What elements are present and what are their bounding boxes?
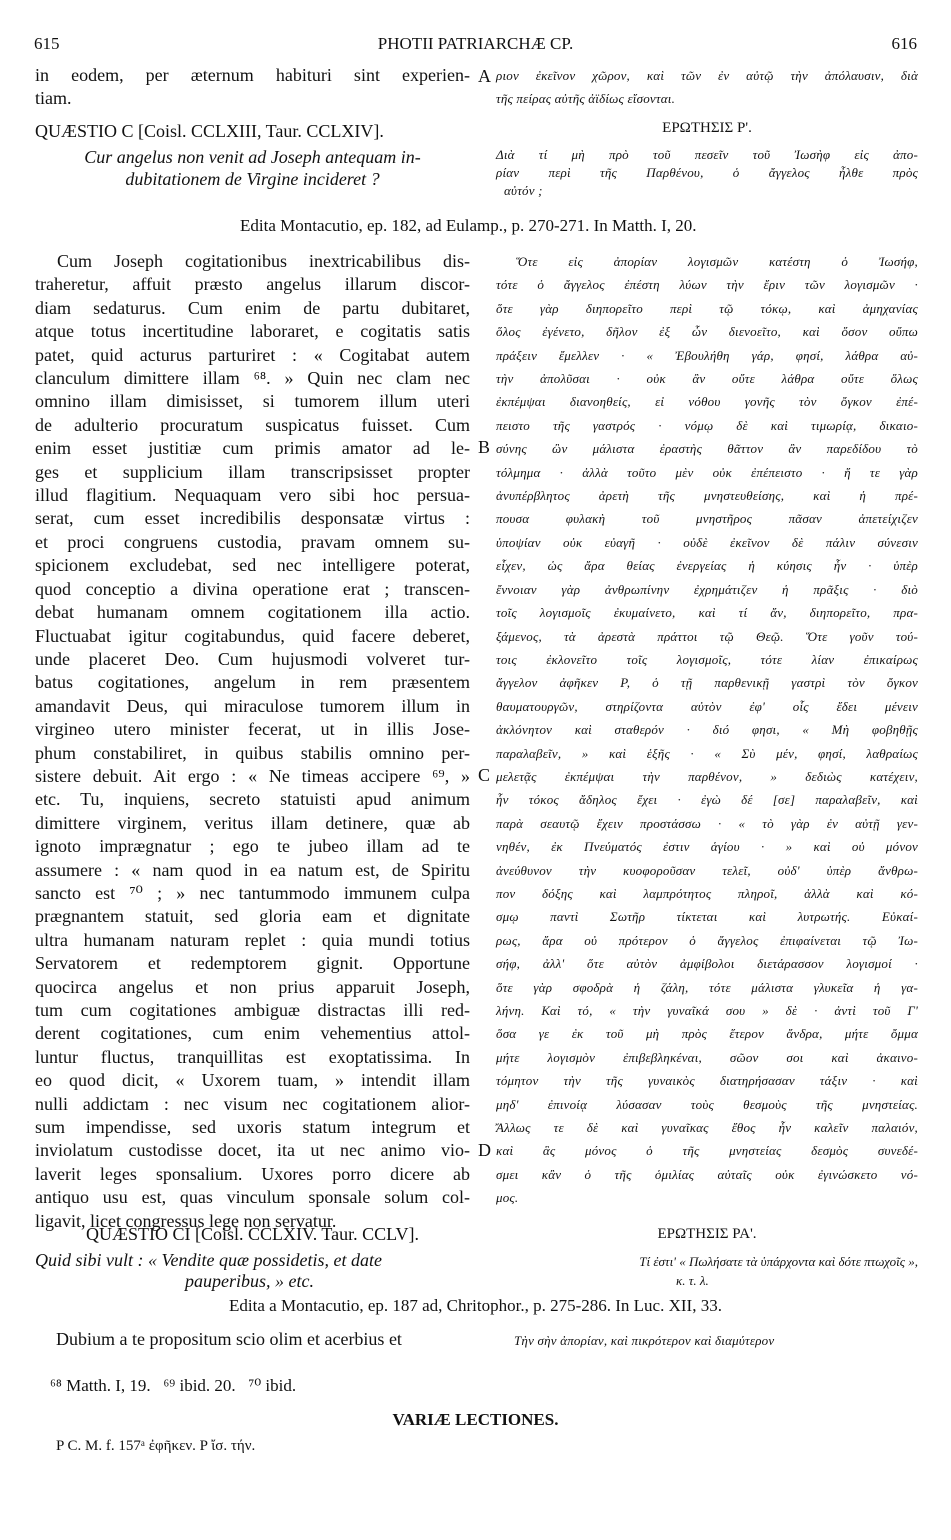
greek-line: Ὅτε εἰς ἀπορίαν λογισμῶν κατέστη ὁ Ἰωσήφ, [516,254,918,269]
latin-line: laverit leges sponsalium. Uxores porro dicere ab [35,1163,470,1184]
latin-line: sancto est ⁷⁰ ; » nec tantummodo immunem culpa [35,882,470,903]
subtitle-line: Τί ἐστι' « Πωλήσατε τὰ ὑπάρχοντα καὶ δότε πτωχοῖς », [639,1254,918,1269]
latin-line: unde placeret Deo. Cum hujusmodi volveret tur- [35,648,470,669]
latin-line: sum impendisse, sed uxoris statum integrum et [35,1117,470,1138]
subtitle-line: Διὰ τί μὴ πρὸ τοῦ πεσεῖν τοῦ Ἰωσὴφ εἰς ἀπο- [496,147,918,162]
latin-line: ges et supplicium illam transcripsisset propter [35,461,470,482]
greek-line: καὶ ἃς μόνος ὁ τῆς μνηστείας δεσμὸς συνεδέ- [496,1143,918,1159]
greek-line: παρὰ σεαυτῷ ἔχειν προστάσσω · « τὸ γὰρ ἐν αὐτῇ γεν- [496,815,918,831]
latin-line: ligavit, licet congressus lege non servatur. [35,1210,337,1231]
greek-line: ὅλος ἐγένετο, δῆλον ἐξ ὧν διενοεῖτο, καὶ ὅσον οὔπω [496,324,918,340]
greek-line: ριον ἐκεῖνον χῶρον, καὶ τῶν ἐν αὐτῷ τὴν ἀπόλαυσιν, διὰ [496,68,918,83]
left-page-number: 615 [34,34,60,53]
question-101-latin-subtitle [35,1250,470,1292]
margin-letter-b: B [478,437,491,457]
margin-letter-c: C [478,765,491,785]
latin-line: virgineo utero minister fecerat, ut in illis Jose- [35,719,470,740]
greek-line: πον δόξης καὶ λαμπρότητος πληροῖ, ἀλλὰ καὶ κό- [496,885,918,901]
greek-line: πουσα φυλακὴ τοῦ μνηστῆρος πᾶσαν ἀπετείχιζεν [496,511,918,527]
running-title: PHOTII PATRIARCHÆ CP. [377,34,574,53]
latin-line: omnino illam dimisisset, si tumorem illum uteri [35,391,470,412]
greek-line: τότε ὁ ἄγγελος ἐπέστη λύων τὴν ἔριν τῶν λογισμῶν · [496,277,918,293]
greek-line: τοις ἐκλονεῖτο τοῖς λογισμοῖς, τότε λίαν ἐπικαίρως [496,651,918,667]
greek-line: Ἄλλως τε δὲ καὶ γυναῖκας ἔθος ἦν καλεῖν παλαιόν, [496,1120,918,1136]
greek-line: τόμητον τὴν τῆς γυναικὸς διατηρήσασαν τάξιν · καὶ [496,1073,918,1089]
latin-line: ignoto imprægnatur ; ego te jubeo illam ad te [35,836,470,857]
latin-line: atque totus incertitudine laboraret, e cogitatis satis [35,321,470,342]
greek-line: τόλμημα · ἀλλὰ τοῦτο μὲν οὐκ ἐπέπειστο · ἥ τε γὰρ [496,464,918,480]
right-page-number: 616 [891,34,917,53]
latin-line: dimittere virginem, veritus illam detinere, quæ ab [35,812,470,833]
greek-line: ἄγγελον ἀφῆκεν P, ὁ τῇ παρθενικῇ γαστρὶ τὸν ὄγκον [496,675,918,691]
question-100-latin-title: QUÆSTIO C [Coisl. CCLXIII, Taur. CCLXIV]. [35,121,384,141]
greek-line: ὑποψίαν οὐκ εὐαγῆ · οὐδὲ ἐκεῖνον δὲ πάλιν σύνεσιν [496,534,918,550]
greek-line: εἶχεν, ὡς ἄρα θείας ἐνεργείας ἡ κύησις ἦν · ὑπὲρ [496,558,918,574]
greek-line: παραλαβεῖν, » καὶ ἑξῆς · « Σὺ μέν, φησί, λαθραίως [496,745,918,761]
latin-line: quod conceptio a divina operatione erat ; transcen- [35,578,470,599]
latin-line: antiquo usu est, quas vinculum sponsale solum col- [35,1187,470,1208]
greek-line: σμῳ παντὶ Σωτῆρ τίκτεται καὶ λυτρωτής. Εὐκαί- [496,909,918,925]
latin-line: enim esset justitiæ cum primis amator ad le- [35,438,470,459]
greek-line: ἐκπέμψαι διανοηθείς, εἰ νόθου γονῆς τὸν ὄγκον ἐπέ- [496,394,918,410]
question-101-greek-title: ΕΡΩΤΗΣΙΣ ΡΑ'. [657,1226,757,1242]
latin-line: spicionem excludebat, sed nec intelligere poterat, [35,555,470,576]
margin-letter-a: A [478,66,491,86]
greek-line: ὅσα γε ἐκ τοῦ μὴ πρὸς ἕτερον ἄνδρα, μήτε ὄμμα [496,1026,918,1042]
latin-line: eo quod dicit, « Uxorem tuam, » intendit illam [35,1070,470,1091]
variae-lectiones-title: VARIÆ LECTIONES. [392,1410,559,1429]
question-101-source: Edita a Montacutio, ep. 187 ad, Chritophor., p. 275-286. In Luc. XII, 33. [229,1296,722,1315]
subtitle-line: dubitationem de Virgine incideret ? [125,169,380,189]
question-101-greek-subtitle [496,1252,918,1290]
latin-line: Servatorem et redemptorem gignit. Opportune [35,953,470,974]
greek-line: μήτε λογισμὸν ἐπιβεβληκέναι, σῶον σοι καὶ ἀκαινο- [496,1049,918,1065]
latin-line: traheretur, affuit præsto angelus illarum discor- [35,274,470,295]
latin-line: patet, quid acturus parturiret : « Cogitabat autem [35,344,470,365]
latin-line: debat humanam omnem cogitationem illa actio. [35,602,470,623]
subtitle-line: αὐτόν ; [504,183,543,198]
greek-line: πειστο τῆς γαστρός · νόμῳ δὲ καὶ τιμωρίᾳ, δικαιο- [496,417,918,433]
greek-line: μηδ' ἐπινοίᾳ λύσασαν τοὺς θεσμοὺς τῆς μνηστείας. [496,1096,918,1112]
latin-line: sistere debuit. Ait ergo : « Ne timeas accipere ⁶⁹, » [35,765,470,786]
greek-line: ὅτε γὰρ διηπορεῖτο περὶ τῷ τόκῳ, καὶ ἀμηχανίας [496,300,918,316]
question-101-latin-opening: Dubium a te propositum scio olim et acerbius et [56,1329,402,1349]
greek-line: λήνη. Καὶ τό, « τὴν γυναῖκά σου » δὲ · ἀντὶ τοῦ Γ' [496,1003,918,1018]
greek-body [496,250,918,1210]
latin-line: quocirca angelus et non prius apparuit Joseph, [35,976,470,997]
latin-line: assumere : « nam quod in ea natum est, de Spiritu [35,859,470,880]
greek-line: ἀνεύθυνον τὴν κυοφοροῦσαν τελεῖ, οὐδ' ὑπὲρ ἄνθρω- [496,862,918,878]
greek-line: ἀνυπέρβλητος ἀρετὴ τῆς μνηστευθείσης, καὶ ἡ πρέ- [496,488,918,504]
latin-line: diam sedaturus. Cum enim de partu dubitaret, [35,297,470,318]
greek-column-top [496,64,918,111]
variae-lectiones-text: P C. M. f. 157ᵃ ἐφῆκεν. P ἴσ. τήν. [56,1438,256,1454]
subtitle-line: pauperibus, » etc. [185,1271,314,1291]
footnotes: ⁶⁸ Matth. I, 19. ⁶⁹ ibid. 20. ⁷⁰ ibid. [50,1376,297,1395]
question-100-greek-title: ΕΡΩΤΗΣΙΣ Ρ'. [662,120,752,136]
latin-line: tiam. [35,88,72,109]
latin-body [35,250,470,1233]
latin-line: nulli addictam : nec visum nec cogitationem alior- [35,1093,470,1114]
question-101-latin-title: QUÆSTIO CI [Coisl. CCLXIV. Taur. CCLV]. [86,1224,419,1244]
greek-line: νηθέν, ἐκ Πνεύματός ἐστιν ἁγίου · » καὶ οὐ μόνον [496,839,918,855]
question-100-greek-subtitle [496,146,918,200]
latin-line: inviolatum custodisse docet, ita ut nec animo vio- [35,1140,470,1161]
latin-line: phum constabiliret, in quibus stabilis omnino per- [35,742,470,763]
latin-column-top [35,64,470,111]
latin-line: Fluctuabat igitur cogitabundus, quid facere deberet, [35,625,470,646]
greek-line: ρως, ἄρα οὐ πρότερον ὁ ἄγγελος ἐπιφαίνεται τῷ Ἰω- [496,932,918,948]
question-100-source: Edita Montacutio, ep. 182, ad Eulamp., p. 270-271. In Matth. I, 20. [240,216,697,235]
latin-line: de adulterio procuratum suspicatus fuisset. Cum [35,414,470,435]
subtitle-line: Cur angelus non venit ad Joseph antequam in- [84,147,421,167]
subtitle-line: κ. τ. λ. [676,1273,709,1288]
greek-line: τὴν ἀπολῦσαι · οὐκ ἂν οὔτε λάθρα οὔτε ὅλως [496,371,918,387]
greek-line: ἀκλόνητον καὶ σταθερόν · διό φησι, « Μὴ φοβηθῇς [496,722,918,738]
greek-line: ἔννοιαν γὰρ ἀνθρωπίνην ἐχρημάτιζεν ἡ πρᾶξις · διὸ [496,581,918,597]
greek-line: τῆς πείρας αὐτῆς ἀϊδίως εἴσονται. [496,91,676,107]
margin-letter-d: D [478,1140,491,1160]
greek-line: μελετᾷς ἐκπέμψαι τὴν παρθένον, » δεδιὼς κατέχειν, [496,768,918,784]
latin-line: tum cum cogitationes ambiguæ distractas illi red- [35,1000,470,1020]
greek-line: μος. [496,1190,519,1206]
greek-line: ξάμενος, τὰ ἀρεστὰ πράττοι τῷ Θεῷ. Ὅτε γοῦν τού- [496,628,918,644]
question-101-greek-opening: Τὴν σὴν ἀπορίαν, καὶ πικρότερον καὶ διαμύτερον [514,1333,775,1348]
latin-line: etc. Tu, inquiens, secreto statuisti apud animum [35,789,470,810]
latin-line: ultra humanam naturam replet : quia mundi totius [35,929,470,950]
latin-line: in eodem, per æternum habituri sint experien- [35,65,470,85]
greek-line: ἧν τόκος ἄδηλος ἔχει · ἐγὼ δέ [σε] παραλαβεῖν, καὶ [496,792,918,808]
latin-line: serat, cum esset incredibilis desponsatæ virtus : [35,508,470,529]
greek-line: ὅτε γὰρ σφοδρὰ ἡ ζάλη, τότε μάλιστα γλυκεῖα ἡ γα- [496,979,918,995]
latin-line: prægnantem statuit, sed gloria eam et dignitate [35,906,470,927]
subtitle-line: ρίαν περὶ τῆς Παρθένου, ὁ ἄγγελος ἦλθε πρὸς [496,165,918,180]
latin-line: batus cogitationes, angelum in rem præsentem [35,672,470,693]
subtitle-line: Quid sibi vult : « Vendite quæ possidetis, et date [35,1250,382,1270]
question-100-latin-subtitle [35,146,470,190]
greek-line: τοῖς λογισμοῖς ἐκυμαίνετο, καὶ τί ἄν, διηπορεῖτο, πρα- [496,605,918,621]
latin-line: Cum Joseph cogitationibus inextricabilibus dis- [57,251,470,271]
latin-line: et proci congruens custodia, pravam omnem su- [35,531,470,552]
greek-line: σμει κἂν ὁ τῆς ὁμιλίας αὐταῖς οὐκ ἐγινώσκετο νό- [496,1166,918,1182]
greek-line: θαυματουργῶν, στηρίζοντα αὐτὸν ἐφ' οἷς ἔδει μένειν [496,698,918,714]
greek-line: σήφ, ἀλλ' ὅτε αὐτὸν ἀμφίβολοι διετάρασσον λογισμοί · [496,956,918,972]
greek-line: πράξειν ἔμελλεν · « Ἐβουλήθη γάρ, φησί, λάθρα αὐ- [496,347,918,363]
latin-line: clanculum dimittere illam ⁶⁸. » Quin nec clam nec [35,368,470,389]
latin-line: luntur fluctus, tranquillitas est exoptatissima. In [35,1046,470,1067]
latin-line: illud flagitium. Nequaquam vero sibi hoc persua- [35,485,470,506]
latin-line: amandavit Deus, qui miraculose tumorem illum in [35,695,470,716]
greek-line: σύνης ὢν μάλιστα ἐραστὴς θᾶττον ἂν παρεδίδου τὸ [496,441,918,457]
latin-line: derent cogitationes, cum enim vehementius attol- [35,1023,470,1044]
